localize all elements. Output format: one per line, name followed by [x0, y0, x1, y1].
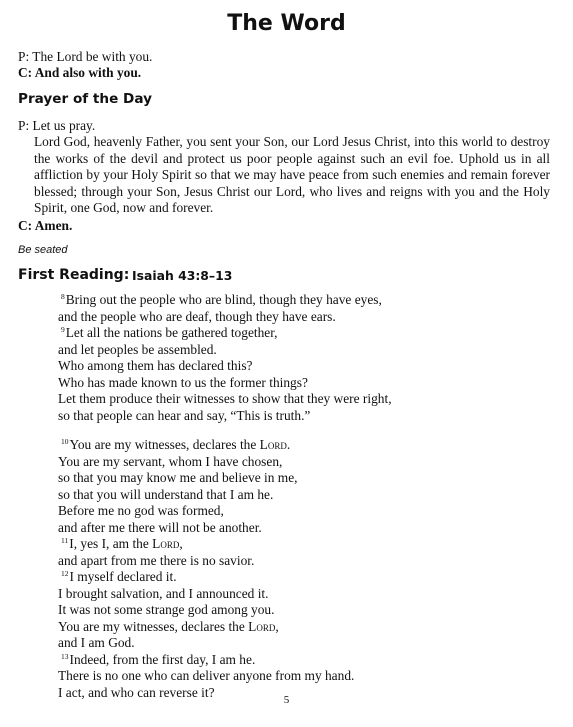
verse-line: so that you may know me and believe in me, [58, 470, 298, 485]
verse-line: Who has made known to us the former things? [58, 374, 308, 390]
page-number: 5 [283, 694, 290, 706]
verse-line: $^{12}$I myself declared it. [61, 569, 177, 584]
verse-line: I act, and who can reverse it? [58, 684, 215, 700]
verse-line: and after me there will not be another. [58, 519, 262, 535]
greeting-congregation: C: And also with you. [18, 65, 142, 80]
verse-line: and let peoples be assembled. [58, 341, 217, 357]
verse-number: 13 [61, 651, 69, 661]
reading-heading: First Reading: [18, 267, 130, 283]
verse-line: $^{11}$I, yes I, am the Lord, [61, 536, 183, 551]
prayer-amen: C: Amen. [18, 218, 73, 233]
verse-line: $^9$Let all the nations be gathered together, [61, 325, 278, 340]
rubric-be-seated: Be seated [18, 244, 68, 256]
verse-line: and I am God. [58, 635, 135, 650]
verse-line: You are my witnesses, declares the Lord, [58, 618, 279, 634]
prayer-text: Lord God, heavenly Father, you sent your Son, our Lord Jesus Christ, into this world to destroy the works of the devil and protect us poor people against such an evil foe. Uphold us in all affliction by your Holy Spirit so that we may have peace from such enemies and remain forever blessed; through your Son, Jesus Christ our Lord, who lives and reigns with you and the Holy Spirit, one God, now and forever. [34, 134, 550, 215]
verse-line: Before me no god was formed, [58, 503, 224, 518]
reading-stanza-1 [58, 292, 392, 424]
verse-line: It was not some strange god among you. [58, 602, 275, 617]
verse-line: I brought salvation, and I announced it. [58, 585, 269, 601]
verse-line: and apart from me there is no savior. [58, 552, 255, 568]
reading-reference: Isaiah 43:8–13 [132, 268, 233, 283]
verse-line: $^{10}$You are my witnesses, declares the Lord. [61, 437, 291, 452]
verse-number: 9 [61, 325, 65, 334]
verse-number: 10 [61, 437, 69, 446]
verse-number: 11 [61, 536, 69, 545]
verse-line: Let them produce their witnesses to show that they were right, [58, 391, 392, 406]
lord-small-caps: Lord [152, 536, 180, 551]
verse-number: 12 [61, 569, 69, 578]
lord-small-caps: Lord [259, 437, 287, 452]
prayer-intro: P: Let us pray. [18, 118, 96, 133]
verse-line: You are my servant, whom I have chosen, [58, 453, 283, 469]
lord-small-caps: Lord [248, 618, 276, 634]
verse-line: and the people who are deaf, though they have ears. [58, 308, 336, 324]
verse-line: Who among them has declared this? [58, 358, 253, 373]
prayer-heading: Prayer of the Day [18, 91, 152, 107]
verse-line: so that you will understand that I am he. [58, 486, 274, 502]
verse-line: $^8$Bring out the people who are blind, though they have eyes, [61, 292, 382, 307]
reading-stanza-2 [58, 437, 354, 701]
page-title: The Word [227, 11, 346, 36]
verse-line: so that people can hear and say, “This is truth.” [58, 407, 311, 423]
verse-line: $^{13}$Indeed, from the first day, I am he. [61, 651, 256, 667]
greeting-pastor: P: The Lord be with you. [18, 49, 153, 64]
verse-line: There is no one who can deliver anyone from my hand. [58, 668, 355, 683]
verse-number: 8 [61, 292, 65, 301]
